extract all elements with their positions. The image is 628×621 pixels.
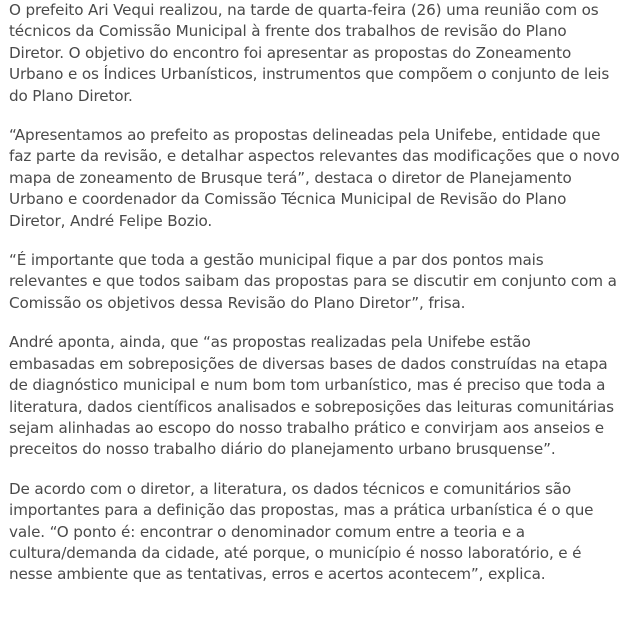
article-paragraph-4: André aponta, ainda, que “as propostas realizadas pela Unifebe estão embasadas em sobreposições de diversas bases de dados construídas na etapa de diagnóstico municipal e num bom tom urbanístico, mas é preciso que toda a literatura, dados científicos analisados e sobreposições das leituras comunitárias sejam alinhadas ao escopo do nosso trabalho prático e convirjam aos anseios e preceitos do nosso trabalho diário do planejamento urbano brusquense”.: [9, 333, 614, 459]
article-paragraph-2: “Apresentamos ao prefeito as propostas delineadas pela Unifebe, entidade que faz parte da revisão, e detalhar aspectos relevantes das modificações que o novo mapa de zoneamento de Brusque terá”, destaca o diretor de Planejamento Urbano e coordenador da Comissão Técnica Municipal de Revisão do Plano Diretor, André Felipe Bozio.: [9, 126, 620, 230]
article-paragraph-3: “É importante que toda a gestão municipal fique a par dos pontos mais relevantes e que todos saibam das propostas para se discutir em conjunto com a Comissão os objetivos dessa Revisão do Plano Diretor”, frisa.: [9, 251, 617, 312]
article-paragraph-1: O prefeito Ari Vequi realizou, na tarde de quarta-feira (26) uma reunião com os técnicos da Comissão Municipal à frente dos trabalhos de revisão do Plano Diretor. O objetivo do encontro foi apresentar as propostas do Zoneamento Urbano e os Índices Urbanísticos, instrumentos que compõem o conjunto de leis do Plano Diretor.: [9, 1, 610, 105]
article-paragraph-5: De acordo com o diretor, a literatura, os dados técnicos e comunitários são importantes para a definição das propostas, mas a prática urbanística é o que vale. “O ponto é: encontrar o denominador comum entre a teoria e a cultura/demanda da cidade, até porque, o município é nosso laboratório, e é nesse ambiente que as tentativas, erros e acertos acontecem”, explica.: [9, 479, 594, 584]
